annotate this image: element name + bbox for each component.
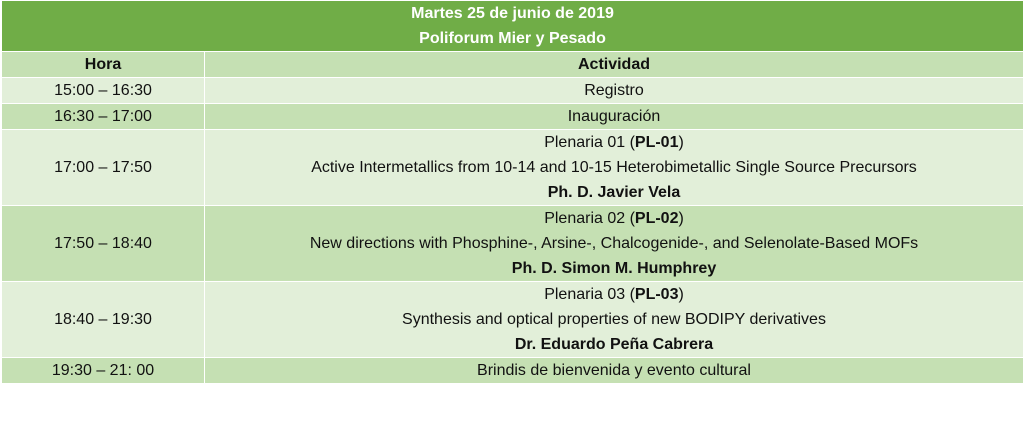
talk-title: Active Intermetallics from 10-14 and 10-15 Heterobimetallic Single Source Precursors [311, 159, 917, 176]
plenaria-label: Plenaria 01 (PL-01) [544, 134, 684, 151]
activity-cell: Brindis de bienvenida y evento cultural [205, 358, 1024, 384]
plenaria-code: PL-02 [634, 210, 679, 227]
table-row [2, 206, 1024, 282]
time-cell: 17:50 – 18:40 [2, 206, 205, 282]
plenaria-code: PL-01 [634, 134, 679, 151]
plenaria-label: Plenaria 02 (PL-02) [544, 210, 684, 227]
activity-cell: Inauguración [205, 104, 1024, 130]
table-row [2, 130, 1024, 206]
plenaria-code: PL-03 [634, 286, 679, 303]
plenaria-label: Plenaria 03 (PL-03) [544, 286, 684, 303]
talk-title: Synthesis and optical properties of new BODIPY derivatives [402, 311, 826, 328]
activity-cell [205, 130, 1024, 206]
time-cell: 19:30 – 21: 00 [2, 358, 205, 384]
time-cell: 15:00 – 16:30 [2, 78, 205, 104]
speaker-name: Dr. Eduardo Peña Cabrera [514, 336, 714, 353]
title-row [2, 1, 1024, 52]
table-row [2, 78, 1024, 104]
speaker-name: Ph. D. Javier Vela [547, 184, 681, 201]
activity-cell [205, 282, 1024, 358]
column-header-row [2, 52, 1024, 78]
table-row [2, 104, 1024, 130]
activity-cell: Registro [205, 78, 1024, 104]
time-cell: 16:30 – 17:00 [2, 104, 205, 130]
column-header-actividad: Actividad [205, 52, 1024, 78]
date-heading: Martes 25 de junio de 2019 [411, 5, 614, 22]
column-header-hora: Hora [2, 52, 205, 78]
talk-title: New directions with Phosphine-, Arsine-, Chalcogenide-, and Selenolate-Based MOFs [309, 235, 919, 252]
schedule-title [2, 1, 1024, 52]
time-cell: 18:40 – 19:30 [2, 282, 205, 358]
activity-cell [205, 206, 1024, 282]
time-cell: 17:00 – 17:50 [2, 130, 205, 206]
table-row [2, 282, 1024, 358]
speaker-name: Ph. D. Simon M. Humphrey [511, 260, 717, 277]
schedule-table [1, 0, 1024, 384]
table-row [2, 358, 1024, 384]
venue-heading: Poliforum Mier y Pesado [419, 30, 606, 47]
